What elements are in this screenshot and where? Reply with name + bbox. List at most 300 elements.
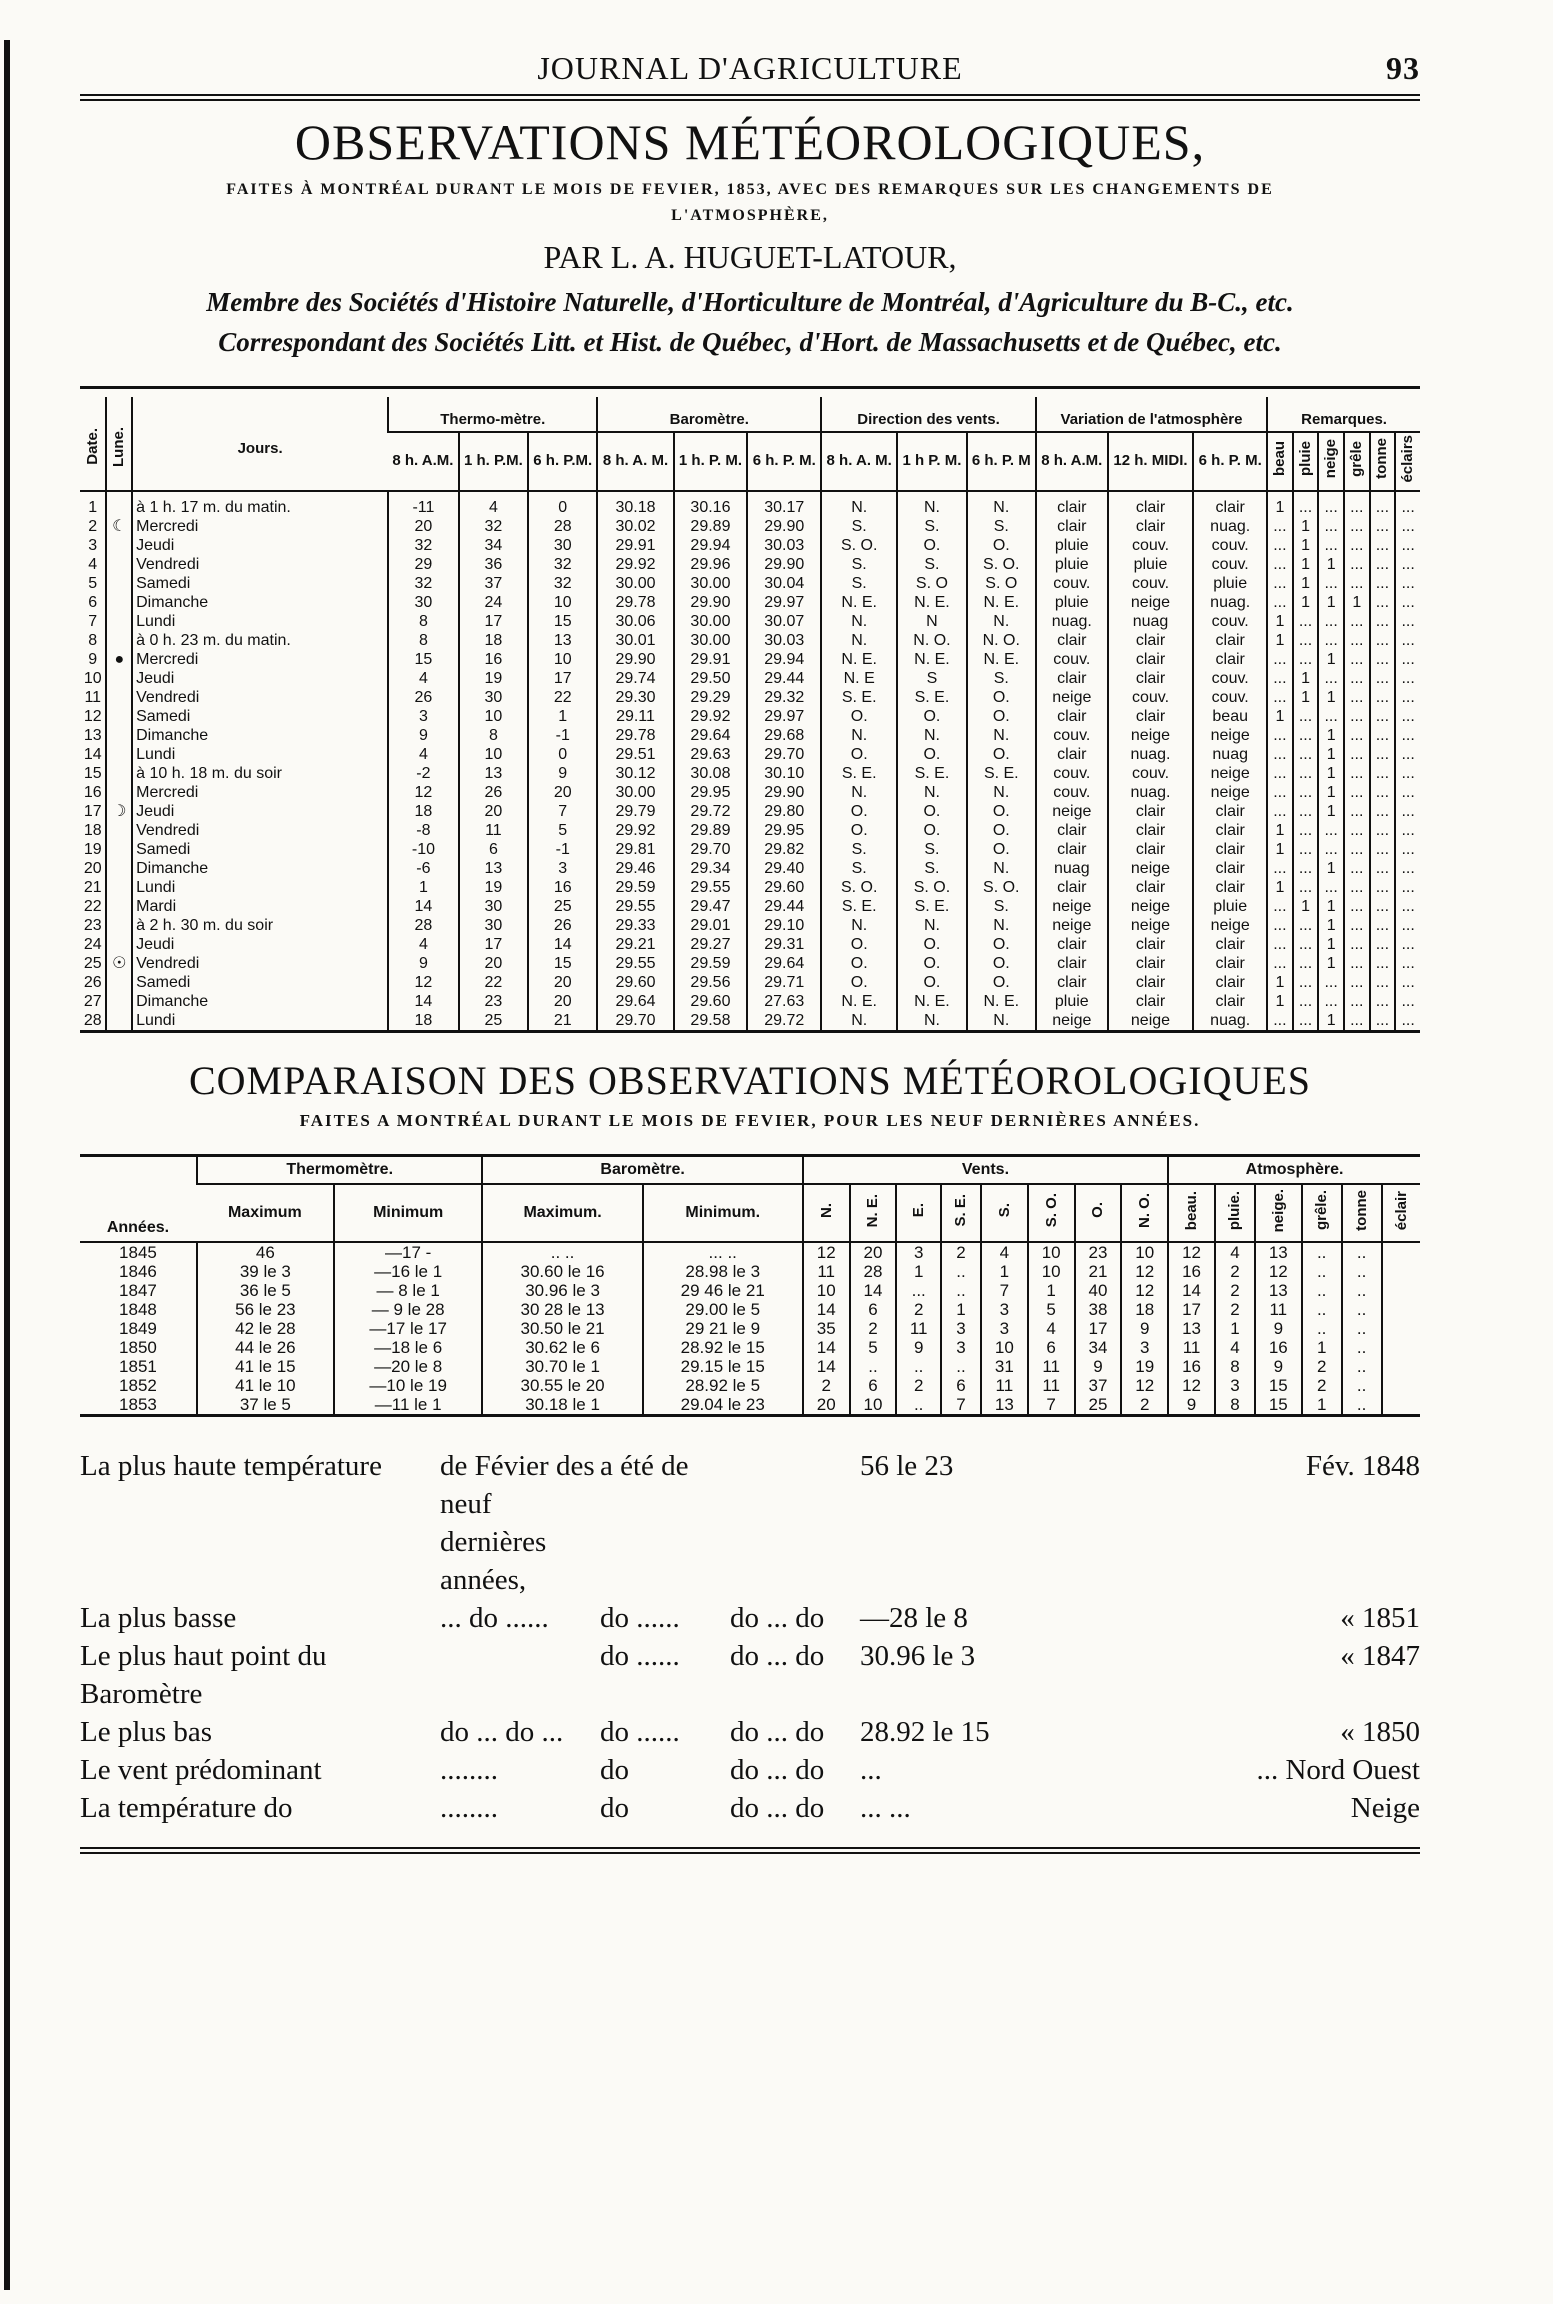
observations-table-wrapper: [80, 386, 1420, 1033]
table-cell: 12: [1168, 1376, 1215, 1395]
table-cell: 1: [1293, 536, 1319, 555]
page-number: 93: [1386, 50, 1420, 86]
table-cell: 14: [388, 992, 459, 1011]
table-cell: clair: [1036, 954, 1108, 973]
table-row: [80, 555, 1420, 574]
table-cell: [106, 916, 132, 935]
table-cell: 1: [1318, 954, 1344, 973]
table-cell: ...: [1395, 517, 1420, 536]
table-row: [80, 612, 1420, 631]
table-cell: [106, 897, 132, 916]
table-cell: 10: [459, 745, 528, 764]
col-variation: Variation de l'atmosphère: [1036, 397, 1267, 432]
table-cell: 19: [83, 840, 102, 858]
table-cell: couv.: [1193, 555, 1267, 574]
table-cell: clair: [1108, 669, 1194, 688]
table-cell: ...: [1293, 992, 1319, 1011]
table-cell: 25: [528, 897, 597, 916]
table-cell: 10: [528, 650, 597, 669]
table-cell: 1: [896, 1262, 941, 1281]
th-tmax: Maximum: [227, 1203, 302, 1221]
table-cell: ...: [1318, 574, 1344, 593]
table-cell: ...: [1395, 878, 1420, 897]
table-cell: 1: [88, 498, 98, 516]
table-cell: 32: [528, 555, 597, 574]
table-cell: 34: [1075, 1338, 1122, 1357]
table-cell: ...: [1267, 859, 1293, 878]
table-cell: 3: [388, 707, 459, 726]
table-cell: neige: [1108, 897, 1194, 916]
table-cell: ...: [1293, 1011, 1319, 1030]
table-cell: clair: [1108, 491, 1194, 517]
table-row: [80, 897, 1420, 916]
table-cell: 16: [528, 878, 597, 897]
table-cell: 1: [1293, 574, 1319, 593]
table-cell: O.: [967, 745, 1036, 764]
table-row: [80, 631, 1420, 650]
summary-cell: ... ...: [860, 1791, 911, 1824]
table-cell: 30.62 le 6: [482, 1338, 642, 1357]
table-cell: 29.97: [747, 593, 821, 612]
table-cell: ..: [941, 1357, 981, 1376]
table-cell: 2: [896, 1300, 941, 1319]
table-cell: ...: [1370, 726, 1396, 745]
table-cell: N. E.: [897, 593, 966, 612]
table-cell: ...: [1344, 821, 1370, 840]
col-comp-thermo: Thermomètre.: [197, 1157, 483, 1184]
table-cell: ...: [1395, 859, 1420, 878]
table-cell: ...: [1267, 916, 1293, 935]
table-row: [80, 669, 1420, 688]
table-cell: couv.: [1193, 612, 1267, 631]
table-cell: 10: [1028, 1242, 1075, 1262]
table-cell: 1852: [119, 1375, 157, 1395]
table-row: [80, 491, 1420, 517]
table-cell: O.: [821, 954, 897, 973]
table-cell: O.: [897, 707, 966, 726]
table-cell: 29.58: [674, 1011, 748, 1030]
table-cell: ...: [1395, 992, 1420, 1011]
col-comp-atmos: Atmosphère.: [1168, 1157, 1420, 1184]
table-cell: ...: [1344, 840, 1370, 859]
table-cell: 29.94: [674, 536, 748, 555]
table-cell: neige: [1108, 916, 1194, 935]
table-cell: ...: [1267, 593, 1293, 612]
table-cell: 12: [388, 973, 459, 992]
running-header: [80, 40, 1420, 90]
table-cell: 19: [1121, 1357, 1168, 1376]
table-cell: 29.47: [674, 897, 748, 916]
table-cell: N.: [821, 783, 897, 802]
table-cell: clair: [1108, 878, 1194, 897]
table-cell: clair: [1036, 669, 1108, 688]
th-b1: 1 h. P. M.: [674, 432, 748, 491]
table-cell: 20: [803, 1395, 850, 1414]
table-cell: 11: [84, 688, 102, 706]
table-cell: 29.10: [747, 916, 821, 935]
table-cell: 1: [1293, 897, 1319, 916]
summary-cell: 30.96 le 3: [860, 1639, 976, 1672]
table-cell: ...: [1344, 878, 1370, 897]
summary-cell: 56 le 23: [860, 1449, 954, 1482]
table-cell: 5: [528, 821, 597, 840]
table-cell: 25: [1075, 1395, 1122, 1414]
table-cell: 15: [388, 650, 459, 669]
table-cell: 21: [1075, 1262, 1122, 1281]
table-cell: 9: [388, 954, 459, 973]
table-cell: 32: [388, 536, 459, 555]
col-annees: Années.: [106, 1218, 170, 1236]
table-cell: 30.17: [747, 491, 821, 517]
table-cell: 30.02: [597, 517, 673, 536]
table-cell: 2: [803, 1376, 850, 1395]
table-cell: ...: [1293, 859, 1319, 878]
table-cell: 20: [528, 992, 597, 1011]
table-cell: S. O.: [967, 878, 1036, 897]
table-cell: 41 le 10: [197, 1376, 334, 1395]
table-cell: 30.00: [674, 574, 748, 593]
table-cell: 42 le 28: [197, 1319, 334, 1338]
table-cell: neige: [1193, 726, 1267, 745]
table-cell: 1: [1293, 517, 1319, 536]
table-cell: [106, 593, 132, 612]
table-cell: S. O: [897, 574, 966, 593]
table-cell: 7: [941, 1395, 981, 1414]
table-cell: [1382, 1262, 1420, 1281]
table-cell: 12: [1121, 1376, 1168, 1395]
table-cell: Dimanche: [132, 593, 388, 612]
table-cell: 1: [1267, 491, 1293, 517]
table-row: [80, 973, 1420, 992]
table-cell: ...: [1344, 688, 1370, 707]
table-cell: -6: [388, 859, 459, 878]
summary-line: [80, 1599, 1420, 1637]
th-a12: 12 h. MIDI.: [1108, 432, 1194, 491]
table-cell: ...: [1395, 783, 1420, 802]
page-binding-edge: [4, 40, 10, 2290]
table-cell: 29.59: [597, 878, 673, 897]
table-cell: ●: [106, 650, 132, 669]
table-cell: ...: [1293, 916, 1319, 935]
table-cell: 29.78: [597, 726, 673, 745]
table-cell: 1: [1267, 840, 1293, 859]
table-cell: -1: [528, 840, 597, 859]
table-cell: 10: [850, 1395, 897, 1414]
table-cell: ...: [1267, 764, 1293, 783]
table-cell: [106, 859, 132, 878]
th-wind-dir: N. O.: [1121, 1184, 1168, 1242]
table-cell: 10: [1028, 1262, 1075, 1281]
table-cell: 19: [459, 878, 528, 897]
table-cell: N: [897, 612, 966, 631]
summary-line: [80, 1789, 1420, 1827]
table-cell: S. E.: [897, 688, 966, 707]
table-cell: [106, 612, 132, 631]
table-cell: couv.: [1036, 764, 1108, 783]
table-cell: ☉: [106, 954, 132, 973]
summary-cell: do ... do: [730, 1601, 825, 1634]
table-cell: 37: [459, 574, 528, 593]
table-cell: 13: [83, 726, 102, 744]
table-cell: —17 le 17: [334, 1319, 483, 1338]
table-cell: O.: [821, 935, 897, 954]
table-cell: 1845: [119, 1242, 157, 1262]
table-cell: ...: [1395, 897, 1420, 916]
table-cell: 8: [459, 726, 528, 745]
table-cell: 7: [88, 612, 98, 630]
table-cell: 30.50 le 21: [482, 1319, 642, 1338]
table-cell: 2: [896, 1376, 941, 1395]
table-cell: 3: [1121, 1338, 1168, 1357]
table-cell: O.: [967, 935, 1036, 954]
table-cell: — 9 le 28: [334, 1300, 483, 1319]
table-cell: ...: [1344, 897, 1370, 916]
table-cell: ...: [1395, 574, 1420, 593]
th-bmax: Maximum.: [482, 1184, 642, 1242]
table-cell: ...: [1293, 935, 1319, 954]
table-cell: -8: [388, 821, 459, 840]
th-wind-dir: S.: [981, 1184, 1028, 1242]
table-cell: ...: [1293, 783, 1319, 802]
th-b6: 6 h. P. M.: [747, 432, 821, 491]
table-cell: ...: [1344, 631, 1370, 650]
table-cell: couv.: [1036, 726, 1108, 745]
table-cell: 30: [459, 916, 528, 935]
table-row: [80, 992, 1420, 1011]
table-cell: —16 le 1: [334, 1262, 483, 1281]
table-cell: ...: [1293, 878, 1319, 897]
table-cell: ...: [1395, 688, 1420, 707]
table-cell: 11: [1168, 1338, 1215, 1357]
table-cell: N.: [821, 726, 897, 745]
comparison-body: [80, 1242, 1420, 1414]
table-cell: 1: [1318, 783, 1344, 802]
table-cell: ...: [1370, 897, 1396, 916]
table-cell: à 0 h. 23 m. du matin.: [132, 631, 388, 650]
th-wind-dir: N. E.: [850, 1184, 897, 1242]
table-row: [80, 821, 1420, 840]
table-cell: ...: [1344, 650, 1370, 669]
table-cell: 29.60: [747, 878, 821, 897]
comparison-table-wrapper: [80, 1154, 1420, 1417]
th-neige: neige: [1318, 432, 1344, 491]
table-cell: 4: [388, 669, 459, 688]
table-cell: [1382, 1319, 1420, 1338]
table-cell: ...: [1344, 745, 1370, 764]
table-cell: ...: [1395, 802, 1420, 821]
th-v1: 1 h P. M.: [897, 432, 966, 491]
table-cell: ...: [1370, 764, 1396, 783]
table-cell: 29.51: [597, 745, 673, 764]
table-cell: O.: [967, 840, 1036, 859]
comparison-title: COMPARAISON DES OBSERVATIONS MÉTÉOROLOGIQUES: [188, 1057, 1312, 1103]
table-cell: 2: [88, 517, 98, 535]
table-cell: Jeudi: [132, 669, 388, 688]
table-cell: ...: [1395, 916, 1420, 935]
summary-line: [80, 1637, 1420, 1713]
table-cell: [106, 840, 132, 859]
table-cell: couv.: [1108, 764, 1194, 783]
table-cell: ...: [1395, 764, 1420, 783]
table-cell: ...: [1395, 707, 1420, 726]
table-cell: ...: [1267, 574, 1293, 593]
table-cell: 29.79: [597, 802, 673, 821]
table-cell: ...: [1395, 631, 1420, 650]
table-cell: 6: [850, 1376, 897, 1395]
table-cell: 30.10: [747, 764, 821, 783]
table-cell: 14: [803, 1357, 850, 1376]
table-cell: 7: [1028, 1395, 1075, 1414]
table-cell: 29.94: [747, 650, 821, 669]
table-cell: 1846: [119, 1261, 157, 1281]
table-cell: pluie: [1193, 574, 1267, 593]
table-cell: 1: [1293, 669, 1319, 688]
journal-title: JOURNAL D'AGRICULTURE: [537, 50, 963, 86]
table-cell: N. O.: [967, 631, 1036, 650]
table-cell: clair: [1108, 517, 1194, 536]
table-cell: nuag.: [1108, 783, 1194, 802]
table-cell: 29.60: [597, 973, 673, 992]
table-cell: 34: [459, 536, 528, 555]
table-cell: 8: [88, 631, 98, 649]
table-cell: ...: [1267, 688, 1293, 707]
comparison-table: [80, 1157, 1420, 1414]
table-cell: 29.97: [747, 707, 821, 726]
th-atmos: éclair: [1382, 1184, 1420, 1242]
summary-cell: « 1851: [1340, 1601, 1420, 1634]
table-cell: 28: [528, 517, 597, 536]
table-cell: 29.95: [674, 783, 748, 802]
table-cell: 29.55: [597, 954, 673, 973]
bottom-rule: [80, 1847, 1420, 1854]
table-cell: O.: [897, 973, 966, 992]
table-row: [80, 536, 1420, 555]
table-cell: 9: [88, 650, 98, 668]
table-cell: 5: [88, 574, 98, 592]
table-cell: 44 le 26: [197, 1338, 334, 1357]
th-t1: 1 h. P.M.: [459, 432, 528, 491]
table-cell: Vendredi: [132, 821, 388, 840]
table-cell: 15: [528, 954, 597, 973]
table-cell: ...: [1395, 935, 1420, 954]
table-cell: 1: [1267, 821, 1293, 840]
summary-line: [80, 1751, 1420, 1789]
table-cell: clair: [1193, 821, 1267, 840]
summary-cell: ........: [440, 1753, 498, 1786]
table-cell: ...: [1395, 726, 1420, 745]
th-atmos: grêle.: [1302, 1184, 1342, 1242]
table-cell: 9: [1168, 1395, 1215, 1414]
table-cell: 30.06: [597, 612, 673, 631]
table-cell: 6: [1028, 1338, 1075, 1357]
table-cell: 26: [528, 916, 597, 935]
summary-cell: do: [600, 1791, 629, 1824]
table-row: [80, 650, 1420, 669]
table-cell: S.: [897, 517, 966, 536]
table-cell: 29.55: [674, 878, 748, 897]
table-cell: ...: [1344, 802, 1370, 821]
table-cell: ...: [1395, 593, 1420, 612]
table-cell: N. E.: [897, 992, 966, 1011]
table-cell: ...: [1395, 536, 1420, 555]
table-cell: 9: [1121, 1319, 1168, 1338]
table-cell: S.: [821, 517, 897, 536]
table-cell: 32: [388, 574, 459, 593]
summary-cell: de Févier des neuf dernières années,: [440, 1449, 595, 1596]
table-cell: clair: [1193, 954, 1267, 973]
th-pluie: pluie: [1293, 432, 1319, 491]
table-cell: 14: [803, 1338, 850, 1357]
table-row: [80, 745, 1420, 764]
table-cell: 32: [528, 574, 597, 593]
table-cell: 9: [1255, 1319, 1302, 1338]
table-cell: 9: [388, 726, 459, 745]
table-cell: 29.71: [747, 973, 821, 992]
table-cell: 12: [1255, 1262, 1302, 1281]
table-cell: ..: [1342, 1357, 1382, 1376]
table-cell: neige: [1108, 726, 1194, 745]
th-tonne: tonne: [1370, 432, 1396, 491]
table-cell: 30.12: [597, 764, 673, 783]
table-cell: ...: [1267, 726, 1293, 745]
table-cell: 29.15 le 15: [643, 1357, 803, 1376]
table-cell: ..: [896, 1395, 941, 1414]
table-cell: O.: [897, 745, 966, 764]
table-cell: 23: [83, 916, 102, 934]
table-cell: ...: [1344, 612, 1370, 631]
table-cell: [1382, 1281, 1420, 1300]
table-cell: 29.33: [597, 916, 673, 935]
table-cell: 16: [459, 650, 528, 669]
table-cell: ..: [1342, 1395, 1382, 1414]
table-cell: 4: [388, 745, 459, 764]
table-row: [80, 593, 1420, 612]
table-cell: 1: [981, 1262, 1028, 1281]
table-cell: nuag.: [1193, 517, 1267, 536]
table-cell: 17: [459, 935, 528, 954]
table-cell: -2: [388, 764, 459, 783]
table-cell: ...: [1344, 574, 1370, 593]
table-cell: S.: [967, 897, 1036, 916]
table-cell: neige: [1036, 897, 1108, 916]
page: [80, 40, 1420, 1858]
summary-line: [80, 1447, 1420, 1599]
table-cell: ...: [1293, 840, 1319, 859]
table-cell: 30: [459, 688, 528, 707]
table-cell: ...: [1344, 992, 1370, 1011]
table-cell: 29.70: [747, 745, 821, 764]
table-cell: 1: [1344, 593, 1370, 612]
table-cell: 56 le 23: [197, 1300, 334, 1319]
th-atmos: pluie.: [1215, 1184, 1255, 1242]
table-cell: ...: [1395, 840, 1420, 859]
summary-cell: do ... do: [730, 1791, 825, 1824]
table-cell: 29.27: [674, 935, 748, 954]
table-cell: 22: [528, 688, 597, 707]
table-cell: 29.11: [597, 707, 673, 726]
table-cell: 36: [459, 555, 528, 574]
table-cell: 29.91: [674, 650, 748, 669]
table-cell: 40: [1075, 1281, 1122, 1300]
table-cell: 10: [528, 593, 597, 612]
table-cell: Dimanche: [132, 859, 388, 878]
table-cell: clair: [1193, 840, 1267, 859]
table-cell: N. E.: [897, 650, 966, 669]
table-cell: [1382, 1395, 1420, 1414]
table-cell: N.: [967, 859, 1036, 878]
table-cell: 1: [1318, 726, 1344, 745]
table-cell: [1382, 1338, 1420, 1357]
